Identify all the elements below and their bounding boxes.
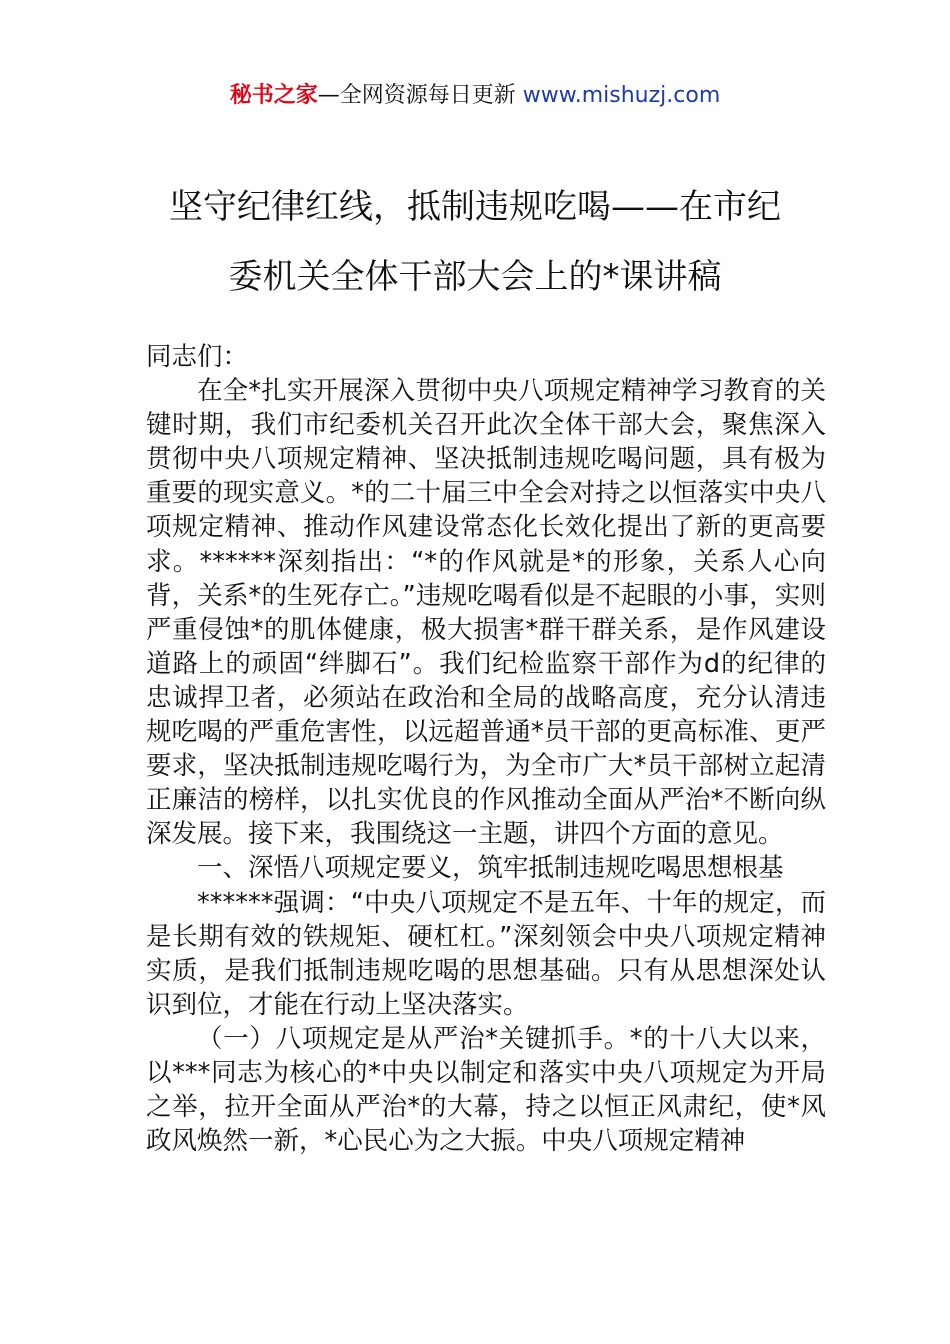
site-tagline: —全网资源每日更新 bbox=[317, 83, 523, 108]
body-paragraph: （一）八项规定是从严治*关键抓手。*的十八大以来，以***同志为核心的*中央以制定和落实中央八项规定为开局之举，拉开全面从严治*的大幕，持之以恒正风肃纪，使*风政风焕然一新，*心民心为之大振。中央八项规定精神 bbox=[146, 1023, 826, 1157]
document-body bbox=[146, 340, 826, 1158]
site-brand: 秘书之家 bbox=[229, 83, 318, 108]
site-url-link[interactable]: www.mishuzj.com bbox=[522, 83, 721, 108]
section-heading: 一、深悟八项规定要义，筑牢抵制违规吃喝思想根基 bbox=[197, 853, 784, 884]
body-paragraph: ******强调：“中央八项规定不是五年、十年的规定，而是长期有效的铁规矩、硬杠杠。”深刻领会中央八项规定精神实质，是我们抵制违规吃喝的思想基础。只有从思想深处认识到位，才能在行动上坚决落实。 bbox=[146, 887, 826, 1020]
title-line-1: 坚守纪律红线，抵制违规吃喝——在市纪 bbox=[169, 187, 781, 227]
title-line-2: 委机关全体干部大会上的*课讲稿 bbox=[228, 257, 722, 297]
intro-paragraph: 在全*扎实开展深入贯彻中央八项规定精神学习教育的关键时期，我们市纪委机关召开此次全体干部大会，聚焦深入贯彻中央八项规定精神、坚决抵制违规吃喝问题，具有极为重要的现实意义。*的二十届三中全会对持之以恒落实中央八项规定精神、推动作风建设常态化长效化提出了新的更高要求。******深刻指出：“*的作风就是*的形象，关系人心向背，关系*的生死存亡。”违规吃喝看似是不起眼的小事，实则严重侵蚀*的肌体健康，极大损害*群干群关系，是作风建设道路上的顽固“绊脚石”。我们纪检监察干部作为d的纪律的忠诚捍卫者，必须站在政治和全局的战略高度，充分认清违规吃喝的严重危害性，以远超普通*员干部的更高标准、更严要求，坚决抵制违规吃喝行为，为全市广大*员干部树立起清正廉洁的榜样，以扎实优良的作风推动全面从严治*不断向纵深发展。接下来，我围绕这一主题，讲四个方面的意见。 bbox=[146, 376, 826, 850]
document-title bbox=[100, 172, 850, 312]
salutation: 同志们： bbox=[146, 342, 249, 372]
site-header bbox=[0, 80, 950, 112]
